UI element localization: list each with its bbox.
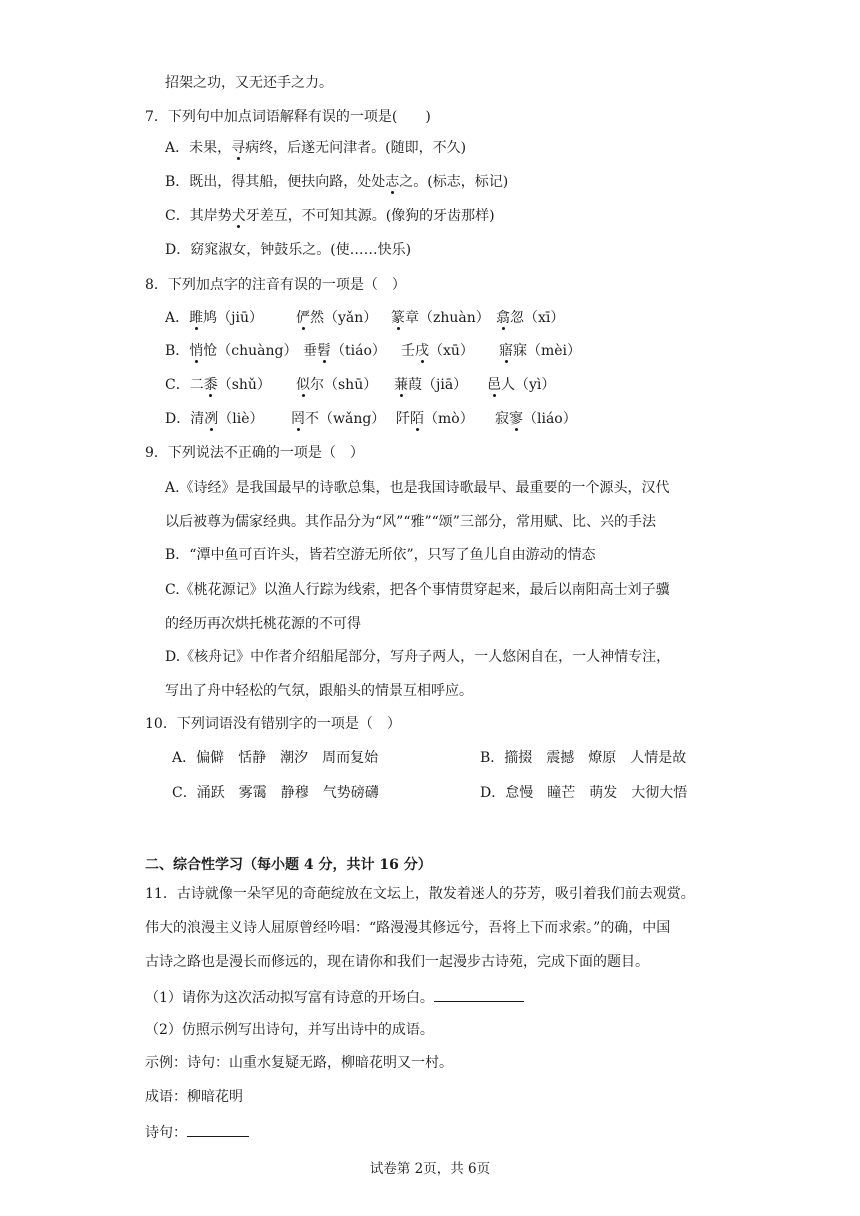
q10-stem: 10．下列词语没有错别字的一项是（ ） (145, 716, 401, 732)
q9-option-d-line1: D.《核舟记》中作者介绍船尾部分，写舟子两人，一人悠闲自在，一人神情专注， (165, 649, 671, 665)
q7-option-b: B．既出，得其船，便扶向路，处处志之。(标志，标记) (165, 174, 509, 190)
q11-subquestion-1: （1）请你为这次活动拟写富有诗意的开场白。 (145, 986, 524, 1008)
q11-paragraph-line1: 11．古诗就像一朵罕见的奇葩绽放在文坛上，散发着迷人的芬芳，吸引着我们前去观赏。 (145, 886, 695, 902)
q11-paragraph-line2: 伟大的浪漫主义诗人屈原曾经吟唱：“路漫漫其修远兮，吾将上下而求索。”的确，中国 (145, 920, 671, 936)
q7-option-a: A．未果，寻病终，后遂无问津者。(随即，不久) (165, 140, 467, 156)
q11-example-idiom: 成语：柳暗花明 (145, 1089, 243, 1105)
q9-option-d-line2: 写出了舟中轻松的气氛，跟船头的情景互相呼应。 (165, 683, 473, 699)
q7-option-c: C．其岸势犬牙差互，不可知其源。(像狗的牙齿那样) (165, 208, 495, 224)
q10-option-c: C．涌跃 雾霭 静穆 气势磅礴 (172, 785, 379, 801)
q11-poem-answer: 诗句： (145, 1121, 249, 1143)
q10-option-a: A．偏僻 恬静 潮汐 周而复始 (172, 750, 379, 766)
q8-stem: 8．下列加点字的注音有误的一项是（ ） (145, 277, 406, 293)
q9-option-c-line1: C.《桃花源记》以渔人行踪为线索，把各个事情贯穿起来，最后以南阳高士刘子骥 (165, 582, 670, 598)
answer-blank-poem[interactable] (187, 1121, 249, 1137)
q9-option-c-line2: 的经历再次烘托桃花源的不可得 (165, 616, 361, 632)
q11-example: 示例：诗句：山重水复疑无路，柳暗花明又一村。 (145, 1055, 453, 1071)
q11-paragraph-line3: 古诗之路也是漫长而修远的，现在请你和我们一起漫步古诗苑，完成下面的题目。 (145, 954, 649, 970)
section-heading: 二、综合性学习（每小题 4 分，共计 16 分） (145, 857, 432, 873)
q10-option-b: B．擶掇 震撼 燎原 人情是故 (480, 750, 687, 766)
answer-blank-opening[interactable] (434, 986, 524, 1002)
q7-option-d: D．窈窕淑女，钟鼓乐之。(使……快乐) (165, 242, 412, 258)
q9-option-a-line1: A.《诗经》是我国最早的诗歌总集，也是我国诗歌最早、最重要的一个源头，汉代 (165, 480, 670, 496)
q9-stem: 9．下列说法不正确的一项是（ ） (145, 445, 364, 461)
page-footer: 试卷第 2页，共 6页 (369, 1161, 491, 1177)
q9-option-a-line2: 以后被尊为儒家经典。其作品分为“风”“雅”“颂”三部分，常用赋、比、兴的手法 (165, 514, 656, 530)
q10-option-d: D．怠慢 瞳芒 萌发 大彻大悟 (480, 785, 688, 801)
q11-subquestion-2: （2）仿照示例写出诗句，并写出诗中的成语。 (145, 1022, 434, 1038)
q9-option-b: B．“潭中鱼可百许头，皆若空游无所依”，只写了鱼儿自由游动的情态 (165, 547, 596, 563)
continuation-line: 招架之功，又无还手之力。 (165, 75, 333, 91)
q7-stem: 7．下列句中加点词语解释有误的一项是( ) (145, 109, 431, 125)
